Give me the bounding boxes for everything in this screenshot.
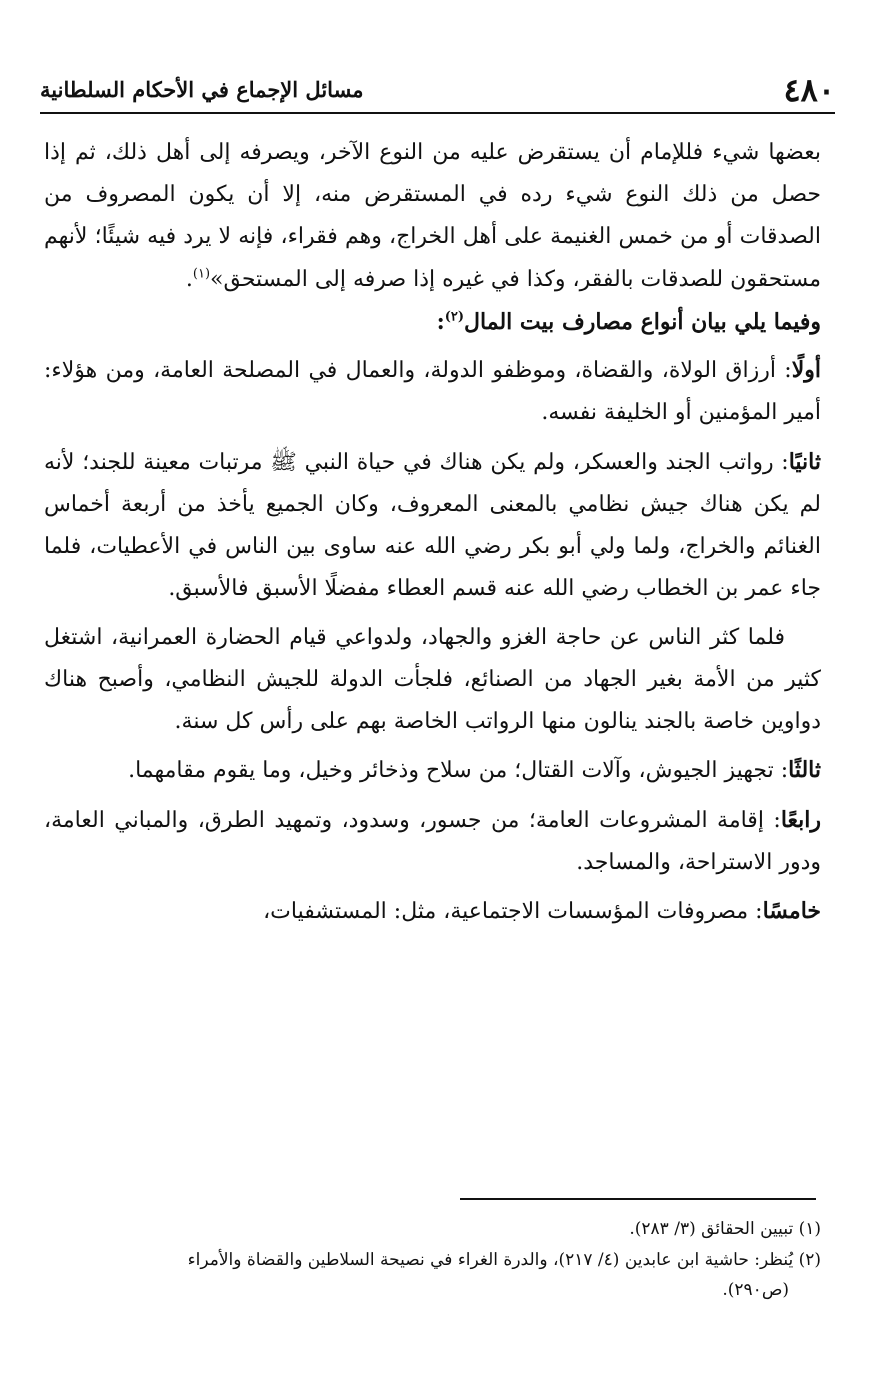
page-number: ٤٨٠ xyxy=(783,71,835,109)
footnote-ref-1[interactable]: (١) xyxy=(192,266,211,282)
header-rule xyxy=(40,112,835,114)
item-lead-fifth: خامسًا xyxy=(762,897,821,924)
item-lead-fourth: رابعًا xyxy=(780,806,821,833)
paragraph-fifth: خامسًا: مصروفات المؤسسات الاجتماعية، مثل: المستشفيات، xyxy=(263,897,821,924)
paragraph-standing-army: فلما كثر الناس عن حاجة الغزو والجهاد، ولدواعي قيام الحضارة العمرانية، اشتغل كثير من الأمة بغير الجهاد من الصنائع، فلجأت الدولة للجيش النظامي، وأصبح هناك دواوين خاصة بالجند ينالون منها الرواتب الخاصة بهم على رأس كل سنة. xyxy=(44,624,821,735)
item-lead-first: أولًا xyxy=(791,357,821,384)
paragraph-second: ثانيًا: رواتب الجند والعسكر، ولم يكن هناك في حياة النبي ﷺ مرتبات معينة للجند؛ لأنه لم يكن هناك جيش نظامي بالمعنى المعروف، وكان الجميع يأخذ من أربعة أخماس الغنائم والخراج، ولما ولي أبو بكر رضي الله عنه ساوى بين الناس في الأعطيات، فلما جاء عمر بن الخطاب رضي الله عنه قسم العطاء مفضلًا الأسبق فالأسبق. xyxy=(44,448,821,602)
footnotes xyxy=(40,1214,821,1306)
paragraph-quote-end: بعضها شيء فللإمام أن يستقرض عليه من النوع الآخر، ويصرفه إلى أهل ذلك، ثم إذا حصل من ذلك النوع شيء رده في المستقرض منه، إلا أن يكون المصروف من الصدقات أو من خمس الغنيمة على أهل الخراج، وهم فقراء، فإنه لا يرد فيه شيئًا؛ لأنهم مستحقون للصدقات بالفقر، وكذا في غيره إذا صرفه إلى المستحق»$^{(١)}$. xyxy=(44,140,821,292)
footnote-1: (١) تبيين الحقائق (٣/ ٢٨٣). xyxy=(629,1219,821,1239)
paragraph-third: ثالثًا: تجهيز الجيوش، وآلات القتال؛ من سلاح وذخائر وخيل، وما يقوم مقامهما. xyxy=(128,757,821,784)
paragraph-fourth: رابعًا: إقامة المشروعات العامة؛ من جسور، وسدود، وتمهيد الطرق، والمباني العامة، ودور الاستراحة، والمساجد. xyxy=(44,806,821,875)
item-lead-second: ثانيًا xyxy=(788,448,821,475)
footnote-2-continuation: (ص٢٩٠). xyxy=(722,1280,789,1301)
item-lead-third: ثالثًا xyxy=(788,757,821,784)
footnote-2: (٢) يُنظر: حاشية ابن عابدين (٤/ ٢١٧)، والدرة الغراء في نصيحة السلاطين والقضاة والأمراء xyxy=(187,1249,821,1270)
footnote-rule xyxy=(460,1198,816,1200)
body-text xyxy=(44,132,821,933)
paragraph-intro: وفيما يلي بيان أنواع مصارف بيت المال$^{(٢)}$: xyxy=(436,308,821,335)
running-title: مسائل الإجماع في الأحكام السلطانية xyxy=(40,77,364,102)
paragraph-first: أولًا: أرزاق الولاة، والقضاة، وموظفو الدولة، والعمال في المصلحة العامة، ومن هؤلاء: أمير المؤمنين أو الخليفة نفسه. xyxy=(44,357,821,426)
page-header xyxy=(40,62,835,110)
footnote-ref-2[interactable]: (٢) xyxy=(444,309,465,325)
